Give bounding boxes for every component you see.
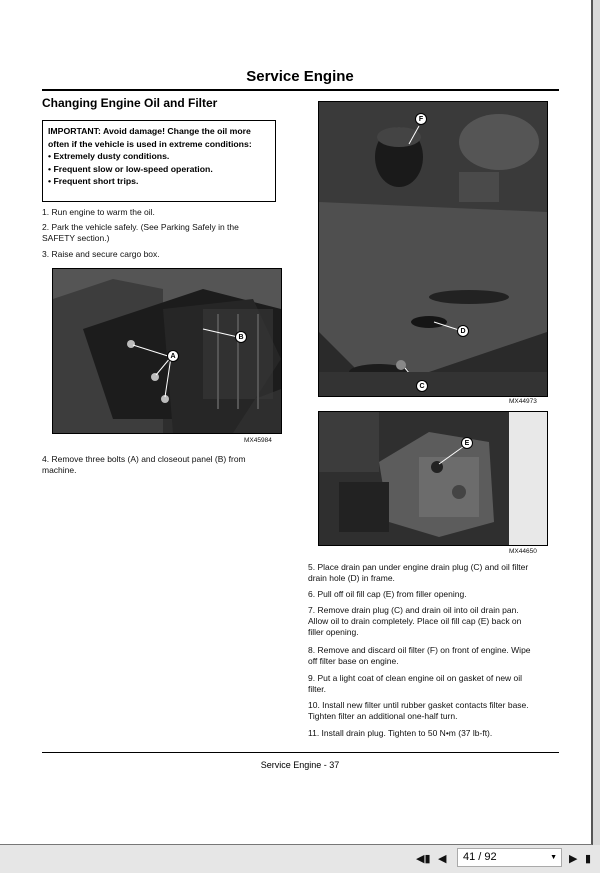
step-1: 1. Run engine to warm the oil. bbox=[42, 207, 155, 217]
callout-d: D bbox=[457, 325, 469, 337]
step-3: 3. Raise and secure cargo box. bbox=[42, 249, 160, 259]
step-7-line1: 7. Remove drain plug (C) and drain oil into oil drain pan. bbox=[308, 605, 519, 615]
dropdown-arrow-icon: ▼ bbox=[550, 854, 557, 861]
engine-closeout-panel-image bbox=[53, 269, 281, 433]
step-4-line1: 4. Remove three bolts (A) and closeout panel (B) from bbox=[42, 454, 246, 464]
next-page-icon[interactable]: ▶ bbox=[569, 853, 578, 865]
viewer-toolbar bbox=[0, 845, 600, 873]
oil-filter-drain-photo bbox=[318, 101, 548, 397]
important-line: • Extremely dusty conditions. bbox=[48, 151, 170, 161]
footer-rule bbox=[42, 752, 559, 753]
callout-e: E bbox=[461, 437, 473, 449]
step-8-line2: off filter base on engine. bbox=[308, 656, 399, 666]
important-notice-box bbox=[42, 120, 276, 202]
callout-a: A bbox=[167, 350, 179, 362]
step-7-line3: filler opening. bbox=[308, 627, 359, 637]
oil-fill-cap-image bbox=[319, 412, 547, 545]
page-title: Service Engine bbox=[246, 68, 354, 85]
callout-f: F bbox=[415, 113, 427, 125]
page-number-select[interactable] bbox=[457, 848, 562, 867]
page-footer: Service Engine - 37 bbox=[260, 760, 340, 770]
step-5-line1: 5. Place drain pan under engine drain plug (C) and oil filter bbox=[308, 562, 529, 572]
important-line: IMPORTANT: Avoid damage! Change the oil more bbox=[48, 126, 251, 136]
step-9-line2: filter. bbox=[308, 684, 326, 694]
step-5-line2: drain hole (D) in frame. bbox=[308, 573, 395, 583]
figure-id: MX44973 bbox=[509, 398, 537, 405]
step-2-line1: 2. Park the vehicle safely. (See Parking Safely in the bbox=[42, 222, 239, 232]
engine-closeout-panel-photo bbox=[52, 268, 282, 434]
callout-b: B bbox=[235, 331, 247, 343]
step-10-line2: Tighten filter an additional one-half turn. bbox=[308, 711, 458, 721]
step-10-line1: 10. Install new filter until rubber gasket contacts filter base. bbox=[308, 700, 529, 710]
step-9-line1: 9. Put a light coat of clean engine oil on gasket of new oil bbox=[308, 673, 523, 683]
page-indicator: 41 / 92 bbox=[463, 851, 497, 863]
figure-id: MX44650 bbox=[509, 548, 537, 555]
first-page-icon[interactable]: ◀▮ bbox=[416, 853, 431, 865]
callout-c: C bbox=[416, 380, 428, 392]
previous-page-icon[interactable]: ◀ bbox=[438, 853, 447, 865]
step-11: 11. Install drain plug. Tighten to 50 N•m (37 lb-ft). bbox=[308, 728, 493, 738]
important-line: • Frequent slow or low-speed operation. bbox=[48, 163, 213, 174]
last-page-icon[interactable]: ▮ bbox=[585, 853, 592, 865]
step-2-line2: SAFETY section.) bbox=[42, 233, 110, 243]
section-heading: Changing Engine Oil and Filter bbox=[42, 96, 218, 110]
figure-id: MX45984 bbox=[244, 437, 272, 444]
title-rule bbox=[42, 89, 559, 91]
important-line: • Frequent short trips. bbox=[48, 176, 139, 186]
oil-fill-cap-photo bbox=[318, 411, 548, 546]
step-7-line2: Allow oil to drain completely. Place oil fill cap (E) back on bbox=[308, 616, 522, 626]
oil-filter-drain-image bbox=[319, 102, 547, 396]
step-8-line1: 8. Remove and discard oil filter (F) on front of engine. Wipe bbox=[308, 645, 531, 655]
important-line: often if the vehicle is used in extreme conditions: bbox=[48, 138, 252, 149]
step-4-line2: machine. bbox=[42, 465, 77, 475]
step-6: 6. Pull off oil fill cap (E) from filler opening. bbox=[308, 589, 467, 599]
